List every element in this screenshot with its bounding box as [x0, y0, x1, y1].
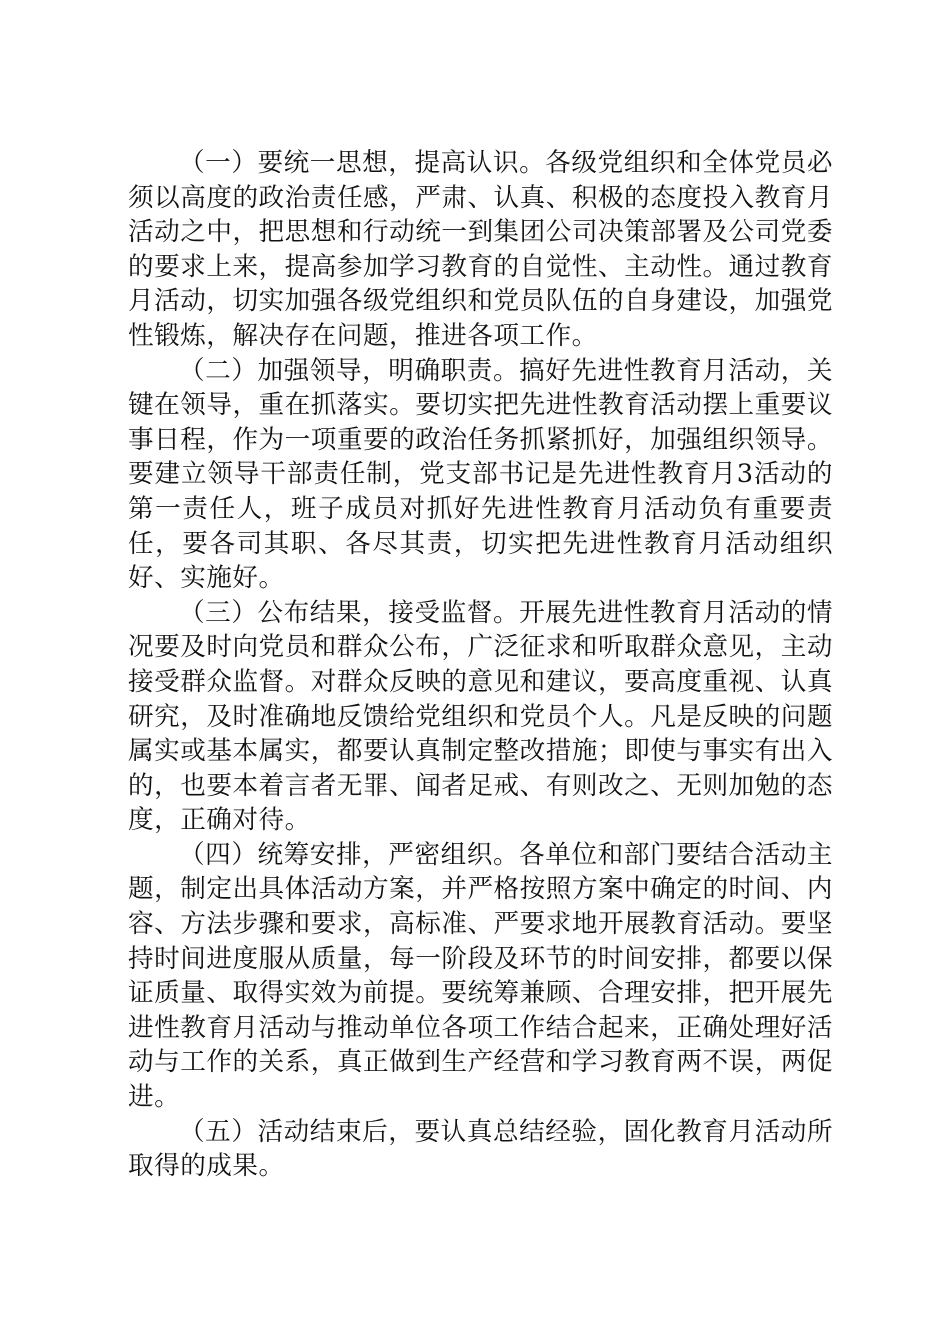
- paragraph-1: （一）要统一思想，提高认识。各级党组织和全体党员必须以高度的政治责任感，严肃、认真、积极的态度投入教育月活动之中，把思想和行动统一到集团公司决策部署及公司党委的要求上来，提高参加学习教育的自觉性、主动性。通过教育月活动，切实加强各级党组织和党员队伍的自身建设，加强党性锻炼，解决存在问题，推进各项工作。: [128, 148, 833, 351]
- paragraph-2: （二）加强领导，明确职责。搞好先进性教育月活动，关键在领导，重在抓落实。要切实把先进性教育活动摆上重要议事日程，作为一项重要的政治任务抓紧抓好，加强组织领导。要建立领导干部责任制，党支部书记是先进性教育月3活动的第一责任人，班子成员对抓好先进性教育月活动负有重要责任，要各司其职、各尽其责，切实把先进性教育月活动组织好、实施好。: [128, 355, 833, 594]
- paragraph-4: （四）统筹安排，严密组织。各单位和部门要结合活动主题，制定出具体活动方案，并严格按照方案中确定的时间、内容、方法步骤和要求，高标准、严要求地开展教育活动。要坚持时间进度服从质量，每一阶段及环节的时间安排，都要以保证质量、取得实效为前提。要统筹兼顾、合理安排，把开展先进性教育月活动与推动单位各项工作结合起来，正确处理好活动与工作的关系，真正做到生产经营和学习教育两不误，两促进。: [128, 839, 833, 1113]
- document-body: [128, 146, 833, 1184]
- paragraph-3: （三）公布结果，接受监督。开展先进性教育月活动的情况要及时向党员和群众公布，广泛征求和听取群众意见，主动接受群众监督。对群众反映的意见和建议，要高度重视、认真研究，及时准确地反馈给党组织和党员个人。凡是反映的问题属实或基本属实，都要认真制定整改措施；即使与事实有出入的，也要本着言者无罪、闻者足戒、有则改之、无则加勉的态度，正确对待。: [128, 597, 833, 836]
- paragraph-5: （五）活动结束后，要认真总结经验，固化教育月活动所取得的成果。: [128, 1116, 833, 1182]
